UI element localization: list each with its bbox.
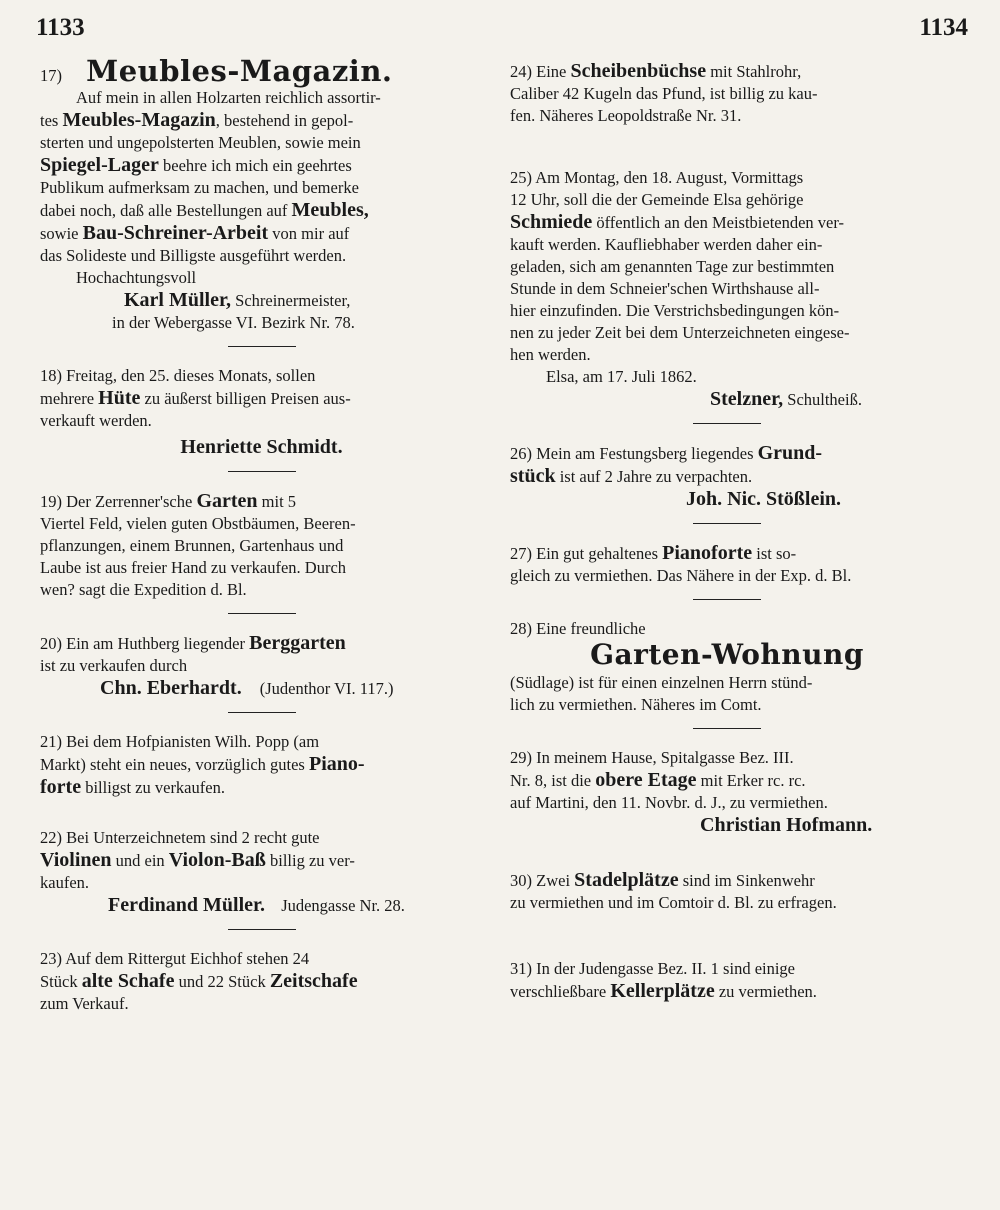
- ad-20: [40, 632, 483, 700]
- ad-greeting: Hochachtungsvoll: [76, 268, 197, 287]
- divider: [228, 471, 296, 472]
- ad-28: [510, 618, 944, 716]
- ad-26: [510, 442, 944, 511]
- ad-text: Caliber 42 Kugeln das Pfund, ist billig zu kau-: [510, 84, 818, 103]
- ad-title: Meubles-Magazin.: [86, 54, 393, 88]
- signature-name: Stelzner,: [710, 388, 784, 410]
- ad-keyword: Pianoforte: [662, 542, 753, 564]
- ad-keyword: Berggarten: [249, 632, 346, 654]
- divider: [228, 929, 296, 930]
- ad-text: Viertel Feld, vielen guten Obstbäumen, Beeren-: [40, 514, 356, 533]
- ad-text: 31) In der Judengasse Bez. II. 1 sind einige: [510, 959, 796, 978]
- ad-keyword: Meubles-Magazin: [62, 109, 216, 131]
- ad-text: kaufen.: [40, 873, 90, 892]
- ad-text: 21) Bei dem Hofpianisten Wilh. Popp (am: [40, 732, 320, 751]
- ad-text: mit Erker rc. rc.: [696, 771, 806, 790]
- ad-text: billigst zu verkaufen.: [81, 778, 225, 797]
- ad-text: zu vermiethen.: [714, 982, 817, 1001]
- ad-24: [510, 60, 944, 127]
- ad-text: sind im Sinkenwehr: [678, 871, 815, 890]
- ad-text: 25) Am Montag, den 18. August, Vormittags: [510, 168, 804, 187]
- right-column: [510, 60, 944, 1003]
- ad-text: nen zu jeder Zeit bei dem Unterzeichneten eingese-: [510, 323, 850, 342]
- ad-text: hier einzufinden. Die Verstrichsbedingungen kön-: [510, 301, 840, 320]
- ad-19: [40, 490, 483, 601]
- ad-text: , bestehend in gepol-: [215, 111, 354, 130]
- ad-keyword: Zeitschafe: [269, 970, 358, 992]
- ad-keyword: Hüte: [98, 387, 141, 409]
- ad-text: 28) Eine freundliche: [510, 619, 646, 638]
- ad-keyword: Garten: [196, 490, 258, 512]
- page-number-right: 1134: [919, 14, 968, 41]
- ad-text: beehre ich mich ein geehrtes: [158, 156, 352, 175]
- ad-keyword: alte Schafe: [81, 970, 175, 992]
- signature-name: Christian Hofmann.: [700, 814, 873, 836]
- divider: [228, 346, 296, 347]
- ad-keyword: Violon-Baß: [168, 849, 266, 871]
- ad-keyword: Scheibenbüchse: [570, 60, 707, 82]
- ad-text: 26) Mein am Festungsberg liegendes: [510, 444, 758, 463]
- ad-text: und 22 Stück: [174, 972, 270, 991]
- ad-text: mit 5: [257, 492, 297, 511]
- ad-text: Stunde in dem Schneier'schen Wirthshause all-: [510, 279, 820, 298]
- ad-text: wen? sagt die Expedition d. Bl.: [40, 580, 247, 599]
- ad-keyword: Spiegel-Lager: [40, 154, 159, 176]
- ad-text: 27) Ein gut gehaltenes: [510, 544, 663, 563]
- ad-29: [510, 747, 944, 837]
- ad-keyword: Schmiede: [510, 211, 593, 233]
- left-column: [40, 54, 483, 1015]
- ad-text: Publikum aufmerksam zu machen, und bemerke: [40, 178, 359, 197]
- signature-name: Joh. Nic. Stößlein.: [686, 488, 842, 510]
- ad-22: [40, 827, 483, 917]
- ad-text: von mir auf: [268, 224, 350, 243]
- signature-address: in der Webergasse VI. Bezirk Nr. 78.: [112, 313, 355, 332]
- ad-text: Stück: [40, 972, 82, 991]
- ad-text: 18) Freitag, den 25. dieses Monats, sollen: [40, 366, 316, 385]
- ad-30: [510, 869, 944, 914]
- ad-text: lich zu vermiethen. Näheres im Comt.: [510, 695, 762, 714]
- signature-name: Henriette Schmidt.: [180, 436, 343, 458]
- divider: [228, 712, 296, 713]
- divider: [693, 728, 761, 729]
- divider: [228, 613, 296, 614]
- ad-text: Markt) steht ein neues, vorzüglich gutes: [40, 755, 309, 774]
- signature-name: Ferdinand Müller.: [108, 894, 266, 916]
- ad-keyword: Stadelplätze: [574, 869, 679, 891]
- ad-31: [510, 958, 944, 1003]
- ad-text: Laube ist aus freier Hand zu verkaufen. Durch: [40, 558, 347, 577]
- signature-address: (Judenthor VI. 117.): [259, 679, 394, 698]
- ad-text: auf Martini, den 11. Novbr. d. J., zu vermiethen.: [510, 793, 828, 812]
- ad-keyword: Piano-: [308, 753, 365, 775]
- ad-text: sowie: [40, 224, 83, 243]
- ad-text: zum Verkauf.: [40, 994, 129, 1013]
- ad-text: kauft werden. Kaufliebhaber werden daher ein-: [510, 235, 823, 254]
- signature-name: Karl Müller,: [124, 289, 232, 311]
- ad-text: fen. Näheres Leopoldstraße Nr. 31.: [510, 106, 742, 125]
- ad-date: Elsa, am 17. Juli 1862.: [546, 367, 697, 386]
- ad-text: Auf mein in allen Holzarten reichlich assortir-: [76, 88, 381, 107]
- ad-text: billig zu ver-: [265, 851, 355, 870]
- ad-text: 23) Auf dem Rittergut Eichhof stehen 24: [40, 949, 310, 968]
- ad-text: ist so-: [752, 544, 797, 563]
- ad-keyword: Bau-Schreiner-Arbeit: [82, 222, 269, 244]
- ad-text: ist auf 2 Jahre zu verpachten.: [555, 467, 753, 486]
- ad-text: zu vermiethen und im Comtoir d. Bl. zu erfragen.: [510, 893, 837, 912]
- divider: [693, 523, 761, 524]
- ad-text: verkauft werden.: [40, 411, 152, 430]
- ad-text: 22) Bei Unterzeichnetem sind 2 recht gute: [40, 828, 320, 847]
- ad-text: dabei noch, daß alle Bestellungen auf: [40, 201, 292, 220]
- ad-text: 12 Uhr, soll die der Gemeinde Elsa gehörige: [510, 190, 804, 209]
- ad-text: mehrere: [40, 389, 99, 408]
- ad-text: 30) Zwei: [510, 871, 575, 890]
- page-number-left: 1133: [36, 14, 85, 41]
- signature-name: Chn. Eberhardt.: [100, 677, 242, 699]
- divider: [693, 599, 761, 600]
- ad-18: [40, 365, 483, 459]
- divider: [693, 423, 761, 424]
- ad-text: ist zu verkaufen durch: [40, 656, 188, 675]
- ad-text: mit Stahlrohr,: [706, 62, 802, 81]
- ad-text: zu äußerst billigen Preisen aus-: [140, 389, 351, 408]
- ad-text: gleich zu vermiethen. Das Nähere in der Exp. d. Bl.: [510, 566, 852, 585]
- ad-text: geladen, sich am genannten Tage zur bestimmten: [510, 257, 835, 276]
- ad-text: sterten und ungepolsterten Meublen, sowie mein: [40, 133, 361, 152]
- ad-text: 29) In meinem Hause, Spitalgasse Bez. III.: [510, 748, 794, 767]
- ad-keyword: Violinen: [40, 849, 112, 871]
- ad-keyword: Kellerplätze: [610, 980, 715, 1002]
- ad-text: 24) Eine: [510, 62, 571, 81]
- ad-keyword: stück: [510, 465, 556, 487]
- ad-number: 17): [40, 66, 62, 85]
- ad-text: Nr. 8, ist die: [510, 771, 596, 790]
- ad-title: Garten-Wohnung: [590, 638, 864, 671]
- ad-23: [40, 948, 483, 1015]
- ad-25: [510, 167, 944, 411]
- ad-17: [40, 54, 483, 334]
- ad-text: hen werden.: [510, 345, 591, 364]
- ad-text: (Südlage) ist für einen einzelnen Herrn stünd-: [510, 673, 813, 692]
- ad-text: verschließbare: [510, 982, 611, 1001]
- ad-keyword: forte: [40, 776, 82, 798]
- signature-title: Schreinermeister,: [231, 291, 351, 310]
- ad-keyword: obere Etage: [595, 769, 697, 791]
- ad-text: tes: [40, 111, 63, 130]
- signature-address: Judengasse Nr. 28.: [277, 896, 405, 915]
- ad-keyword: Grund-: [757, 442, 823, 464]
- ad-text: 19) Der Zerrenner'sche: [40, 492, 197, 511]
- ad-text: pflanzungen, einem Brunnen, Gartenhaus und: [40, 536, 344, 555]
- ad-21: [40, 731, 483, 799]
- ad-27: [510, 542, 944, 587]
- signature-title: Schultheiß.: [783, 390, 862, 409]
- ad-keyword: Meubles,: [291, 199, 369, 221]
- ad-text: öffentlich an den Meistbietenden ver-: [592, 213, 845, 232]
- ad-text: das Solideste und Billigste ausgeführt werden.: [40, 246, 347, 265]
- ad-text: und ein: [111, 851, 169, 870]
- ad-text: 20) Ein am Huthberg liegender: [40, 634, 250, 653]
